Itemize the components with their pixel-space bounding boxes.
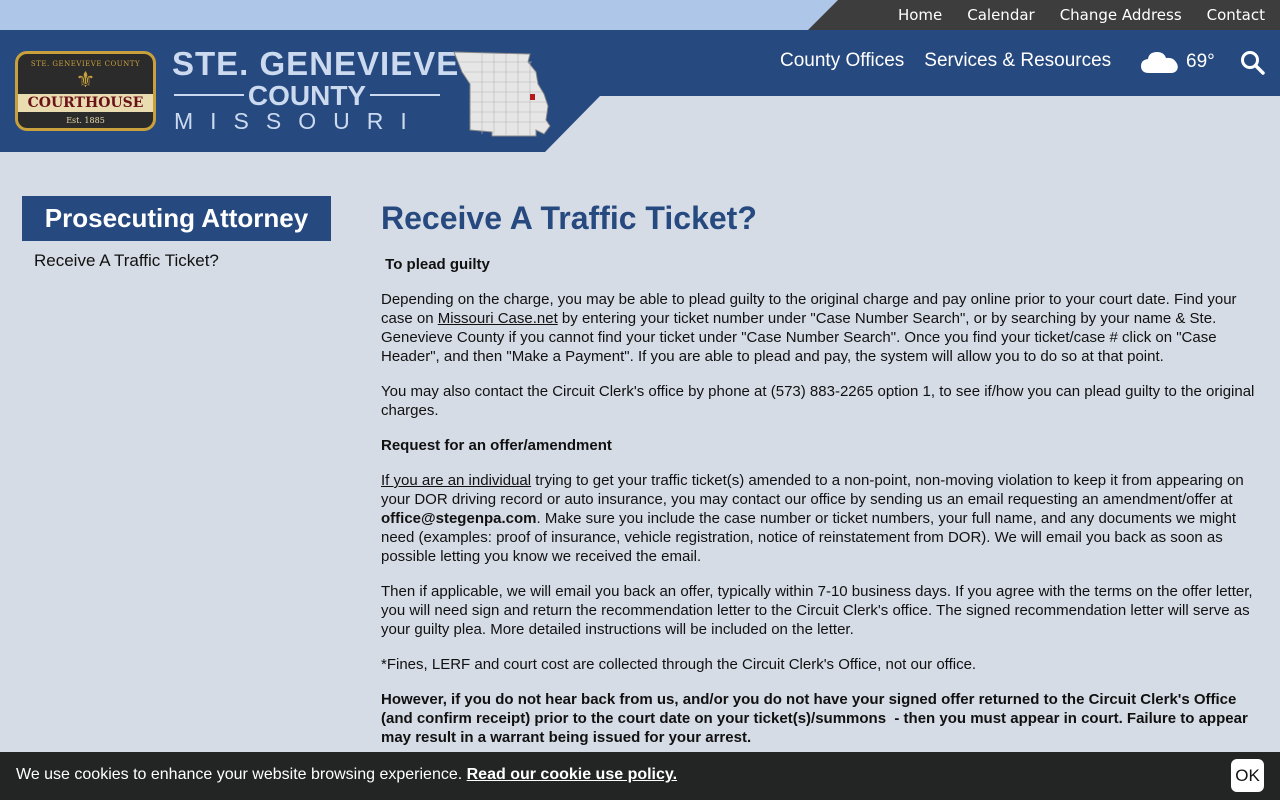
logo-arc-text: STE. GENEVIEVE COUNTY xyxy=(30,60,141,68)
logo-name: COURTHOUSE xyxy=(18,94,153,112)
brand-rule-right xyxy=(370,94,440,96)
individual-link[interactable]: If you are an individual xyxy=(381,472,532,489)
brand-line2: COUNTY xyxy=(247,80,367,111)
county-marker xyxy=(530,94,535,100)
casenet-link[interactable]: Missouri Case.net xyxy=(437,310,558,327)
cookie-text xyxy=(16,766,677,784)
paragraph-text: . Make sure you include the case number or ticket numbers, your full name, and any documents we might need (examples: proof of insurance, vehicle registration, notice of reinstatement from DOR). We will email you back as soon as possible letting you know we received the email. xyxy=(381,510,1237,565)
nav-contact-link[interactable]: Contact xyxy=(1206,6,1265,24)
paragraph-plead-guilty xyxy=(381,290,1261,366)
nav-services-resources[interactable]: Services & Resources xyxy=(924,50,1112,71)
search-icon[interactable] xyxy=(1240,50,1266,76)
page-title: Receive A Traffic Ticket? xyxy=(381,200,757,236)
courthouse-logo[interactable] xyxy=(15,51,156,131)
nav-change-address-link[interactable]: Change Address xyxy=(1059,6,1182,24)
brand-line1[interactable]: STE. GENEVIEVE xyxy=(172,45,460,82)
nav-home-link[interactable]: Home xyxy=(897,6,943,24)
nav-county-offices[interactable]: County Offices xyxy=(780,50,905,71)
missouri-map-icon xyxy=(452,50,552,138)
main-content xyxy=(381,200,1261,763)
utility-nav xyxy=(898,0,1265,30)
nav-calendar-link[interactable]: Calendar xyxy=(967,6,1035,24)
brand-line3: MISSOURI xyxy=(174,108,424,134)
paragraph-offer-letter: Then if applicable, we will email you back an offer, typically within 7-10 business days. If you agree with the terms on the offer letter, you will need sign and return the recommendation letter to the Circuit Clerk's office. The signed recommendation letter will serve as your guilty plea. More detailed instructions will be included on the letter. xyxy=(381,583,1253,638)
logo-est: Est. 1885 xyxy=(66,116,105,125)
cloud-icon xyxy=(1140,49,1180,75)
paragraph-warning: However, if you do not hear back from us, and/or you do not have your signed offer returned to the Circuit Clerk's Office (and confirm receipt) prior to the court date on your ticket(s)/summons - then you must appear in court. Failure to appear may result in a warrant being issued for your arrest. xyxy=(381,691,1252,746)
section-title-offer: Request for an offer/amendment xyxy=(381,437,612,454)
brand-rule-left xyxy=(174,94,244,96)
weather-temp: 69° xyxy=(1186,51,1215,72)
paragraph-offer xyxy=(381,471,1261,566)
cookie-banner xyxy=(0,752,1280,800)
paragraph-text: Depending on the charge, you may be able to plead guilty to the original charge and pay online prior to your court date. Find your case on xyxy=(381,291,1237,327)
cookie-message: We use cookies to enhance your website browsing experience. xyxy=(16,766,467,783)
sidebar-title: Prosecuting Attorney xyxy=(22,196,331,241)
section-title-plead-guilty: To plead guilty xyxy=(381,256,490,273)
paragraph-fines: *Fines, LERF and court cost are collected through the Circuit Clerk's Office, not our office. xyxy=(381,656,977,673)
sidebar-item-traffic-ticket[interactable]: Receive A Traffic Ticket? xyxy=(34,251,219,270)
weather-widget[interactable] xyxy=(1140,49,1215,75)
fleur-de-lis-icon: ⚜ xyxy=(75,68,96,93)
office-email[interactable]: office@stegenpa.com xyxy=(381,510,537,527)
cookie-policy-link[interactable]: Read our cookie use policy. xyxy=(466,766,678,783)
paragraph-circuit-clerk: You may also contact the Circuit Clerk's office by phone at (573) 883-2265 option 1, to see if/how you can plead guilty to the original charges. xyxy=(381,383,1255,419)
main-nav xyxy=(780,50,1111,72)
cookie-ok-button[interactable]: OK xyxy=(1231,759,1264,792)
paragraph-text: trying to get your traffic ticket(s) amended to a non-point, non-moving violation to keep it from appearing on your DOR driving record or auto insurance, you may contact our office by sending us an email requesting an amendment/offer at xyxy=(381,472,1244,508)
paragraph-text: by entering your ticket number under "Case Number Search", or by searching by your name & Ste. Genevieve County if you cannot find your ticket under "Case Number Search". Once you find your ticket/case # click on "Case Header", and then "Make a Payment". If you are able to plead and pay, the system will allow you to do so at that point. xyxy=(381,310,1217,365)
